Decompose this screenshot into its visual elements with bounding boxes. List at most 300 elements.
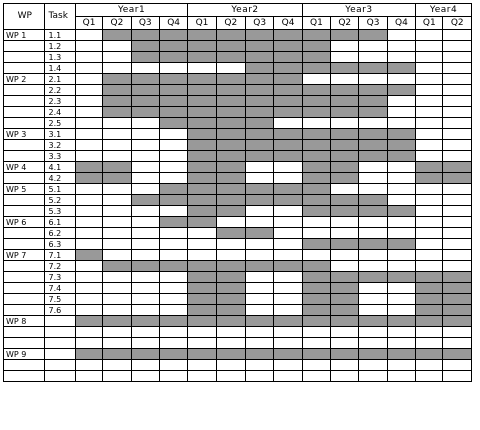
- schedule-cell-active: [246, 261, 274, 272]
- schedule-cell-active: [131, 316, 159, 327]
- schedule-cell-empty: [331, 184, 359, 195]
- schedule-cell-active: [302, 107, 330, 118]
- schedule-cell-active: [416, 305, 443, 316]
- schedule-cell-active: [246, 74, 274, 85]
- schedule-cell-empty: [387, 74, 415, 85]
- schedule-cell-empty: [443, 140, 472, 151]
- schedule-cell-active: [216, 30, 245, 41]
- schedule-cell-active: [188, 294, 216, 305]
- schedule-cell-active: [216, 195, 245, 206]
- schedule-cell-empty: [416, 184, 443, 195]
- schedule-cell-active: [216, 316, 245, 327]
- schedule-cell-active: [302, 272, 330, 283]
- schedule-cell-empty: [103, 327, 131, 338]
- schedule-cell-empty: [416, 118, 443, 129]
- schedule-cell-active: [274, 151, 302, 162]
- schedule-cell-active: [188, 261, 216, 272]
- schedule-cell-active: [159, 118, 187, 129]
- schedule-cell-active: [188, 283, 216, 294]
- schedule-cell-empty: [274, 228, 302, 239]
- task-label: 1.1: [44, 30, 75, 41]
- schedule-cell-empty: [416, 239, 443, 250]
- schedule-cell-active: [443, 349, 472, 360]
- schedule-cell-empty: [387, 195, 415, 206]
- work-package-label: [4, 140, 45, 151]
- schedule-cell-active: [274, 96, 302, 107]
- schedule-cell-empty: [159, 371, 187, 382]
- schedule-cell-empty: [103, 184, 131, 195]
- work-package-label: [4, 52, 45, 63]
- schedule-cell-active: [331, 349, 359, 360]
- schedule-cell-empty: [443, 30, 472, 41]
- task-label: 5.1: [44, 184, 75, 195]
- schedule-cell-empty: [246, 371, 274, 382]
- schedule-cell-active: [416, 349, 443, 360]
- schedule-cell-empty: [159, 283, 187, 294]
- schedule-cell-active: [302, 305, 330, 316]
- schedule-cell-active: [274, 316, 302, 327]
- schedule-cell-active: [103, 316, 131, 327]
- schedule-cell-active: [188, 85, 216, 96]
- schedule-cell-empty: [331, 338, 359, 349]
- schedule-cell-active: [246, 349, 274, 360]
- schedule-cell-active: [188, 217, 216, 228]
- schedule-cell-empty: [359, 261, 387, 272]
- schedule-cell-active: [188, 52, 216, 63]
- schedule-cell-empty: [75, 239, 102, 250]
- task-label: 2.5: [44, 118, 75, 129]
- schedule-cell-active: [103, 261, 131, 272]
- schedule-cell-active: [159, 41, 187, 52]
- schedule-cell-active: [216, 283, 245, 294]
- schedule-cell-active: [216, 74, 245, 85]
- work-package-label: [4, 272, 45, 283]
- schedule-cell-active: [216, 305, 245, 316]
- schedule-cell-empty: [75, 107, 102, 118]
- task-label: 1.4: [44, 63, 75, 74]
- schedule-cell-empty: [103, 294, 131, 305]
- schedule-cell-empty: [188, 63, 216, 74]
- schedule-cell-empty: [331, 118, 359, 129]
- schedule-cell-empty: [103, 283, 131, 294]
- schedule-cell-active: [274, 140, 302, 151]
- schedule-cell-active: [216, 228, 245, 239]
- schedule-cell-empty: [359, 305, 387, 316]
- schedule-cell-empty: [443, 338, 472, 349]
- schedule-cell-active: [246, 52, 274, 63]
- schedule-cell-empty: [103, 118, 131, 129]
- schedule-cell-active: [159, 107, 187, 118]
- schedule-cell-empty: [331, 74, 359, 85]
- schedule-cell-empty: [131, 360, 159, 371]
- task-label: [44, 338, 75, 349]
- schedule-cell-active: [443, 316, 472, 327]
- schedule-cell-active: [246, 228, 274, 239]
- schedule-cell-empty: [216, 239, 245, 250]
- schedule-cell-active: [246, 316, 274, 327]
- year-header: Year3: [302, 4, 415, 17]
- schedule-cell-active: [159, 52, 187, 63]
- schedule-cell-empty: [443, 129, 472, 140]
- schedule-cell-active: [246, 96, 274, 107]
- schedule-cell-active: [302, 41, 330, 52]
- schedule-cell-empty: [159, 294, 187, 305]
- schedule-cell-active: [216, 349, 245, 360]
- schedule-cell-empty: [387, 162, 415, 173]
- schedule-cell-active: [75, 316, 102, 327]
- work-package-label: [4, 107, 45, 118]
- task-row: [4, 327, 472, 338]
- schedule-cell-active: [331, 96, 359, 107]
- task-label: 4.1: [44, 162, 75, 173]
- task-label: 6.1: [44, 217, 75, 228]
- schedule-cell-active: [188, 41, 216, 52]
- quarter-header: Q4: [159, 17, 187, 30]
- schedule-cell-empty: [103, 206, 131, 217]
- schedule-cell-active: [159, 349, 187, 360]
- schedule-cell-empty: [246, 294, 274, 305]
- schedule-cell-active: [131, 85, 159, 96]
- schedule-cell-active: [387, 206, 415, 217]
- schedule-cell-active: [443, 173, 472, 184]
- schedule-cell-active: [387, 151, 415, 162]
- schedule-cell-active: [302, 316, 330, 327]
- schedule-cell-active: [331, 63, 359, 74]
- schedule-cell-active: [331, 206, 359, 217]
- schedule-cell-empty: [103, 41, 131, 52]
- task-label: [44, 360, 75, 371]
- schedule-cell-empty: [103, 228, 131, 239]
- task-label: 7.2: [44, 261, 75, 272]
- task-row: [4, 316, 472, 327]
- schedule-cell-active: [302, 151, 330, 162]
- schedule-cell-active: [274, 184, 302, 195]
- schedule-cell-active: [359, 272, 387, 283]
- schedule-cell-active: [216, 173, 245, 184]
- schedule-cell-active: [131, 74, 159, 85]
- schedule-cell-active: [274, 85, 302, 96]
- schedule-cell-empty: [188, 338, 216, 349]
- quarter-header: Q1: [75, 17, 102, 30]
- task-row: [4, 129, 472, 140]
- schedule-cell-empty: [159, 151, 187, 162]
- schedule-cell-empty: [359, 118, 387, 129]
- schedule-cell-empty: [443, 195, 472, 206]
- schedule-cell-empty: [331, 360, 359, 371]
- schedule-cell-empty: [387, 118, 415, 129]
- quarter-header: Q2: [103, 17, 131, 30]
- schedule-cell-empty: [274, 294, 302, 305]
- schedule-cell-empty: [246, 327, 274, 338]
- schedule-cell-active: [302, 63, 330, 74]
- work-package-label: WP 1: [4, 30, 45, 41]
- schedule-cell-empty: [416, 140, 443, 151]
- schedule-cell-empty: [387, 52, 415, 63]
- gantt-chart-table: [3, 3, 472, 382]
- task-row: [4, 217, 472, 228]
- schedule-cell-active: [302, 162, 330, 173]
- schedule-cell-empty: [131, 162, 159, 173]
- schedule-cell-active: [331, 272, 359, 283]
- schedule-cell-active: [359, 96, 387, 107]
- task-row: [4, 228, 472, 239]
- task-label: 5.3: [44, 206, 75, 217]
- schedule-cell-active: [387, 63, 415, 74]
- work-package-label: WP 9: [4, 349, 45, 360]
- task-row: [4, 96, 472, 107]
- task-row: [4, 371, 472, 382]
- schedule-cell-active: [188, 107, 216, 118]
- task-column-header: Task: [44, 4, 75, 30]
- schedule-cell-empty: [159, 250, 187, 261]
- schedule-cell-empty: [331, 52, 359, 63]
- schedule-cell-empty: [443, 360, 472, 371]
- task-label: 2.2: [44, 85, 75, 96]
- schedule-cell-empty: [216, 338, 245, 349]
- schedule-cell-empty: [131, 327, 159, 338]
- schedule-cell-active: [359, 206, 387, 217]
- schedule-cell-active: [188, 272, 216, 283]
- quarter-header: Q3: [131, 17, 159, 30]
- schedule-cell-active: [274, 261, 302, 272]
- schedule-cell-empty: [188, 360, 216, 371]
- schedule-cell-empty: [416, 41, 443, 52]
- schedule-cell-active: [159, 74, 187, 85]
- schedule-cell-empty: [331, 261, 359, 272]
- quarter-header: Q3: [359, 17, 387, 30]
- schedule-cell-active: [331, 173, 359, 184]
- work-package-label: [4, 151, 45, 162]
- schedule-cell-active: [387, 129, 415, 140]
- year-header: Year4: [416, 4, 472, 17]
- schedule-cell-empty: [246, 250, 274, 261]
- schedule-cell-empty: [246, 239, 274, 250]
- schedule-cell-active: [159, 217, 187, 228]
- schedule-cell-empty: [416, 151, 443, 162]
- schedule-cell-empty: [387, 305, 415, 316]
- schedule-cell-empty: [75, 140, 102, 151]
- schedule-cell-empty: [131, 206, 159, 217]
- task-label: 7.5: [44, 294, 75, 305]
- quarter-header: Q2: [331, 17, 359, 30]
- schedule-cell-empty: [416, 206, 443, 217]
- work-package-label: [4, 239, 45, 250]
- schedule-cell-empty: [75, 30, 102, 41]
- schedule-cell-empty: [387, 338, 415, 349]
- schedule-cell-empty: [359, 41, 387, 52]
- schedule-cell-empty: [359, 217, 387, 228]
- schedule-cell-active: [246, 63, 274, 74]
- schedule-cell-empty: [159, 228, 187, 239]
- schedule-cell-empty: [302, 327, 330, 338]
- task-row: [4, 63, 472, 74]
- schedule-cell-empty: [75, 85, 102, 96]
- schedule-cell-empty: [443, 52, 472, 63]
- schedule-cell-active: [246, 140, 274, 151]
- schedule-cell-empty: [103, 371, 131, 382]
- schedule-cell-empty: [75, 195, 102, 206]
- schedule-cell-empty: [159, 338, 187, 349]
- task-label: 2.4: [44, 107, 75, 118]
- schedule-cell-active: [331, 305, 359, 316]
- task-label: 7.4: [44, 283, 75, 294]
- schedule-cell-active: [188, 96, 216, 107]
- schedule-cell-active: [216, 52, 245, 63]
- schedule-cell-active: [188, 118, 216, 129]
- schedule-cell-active: [131, 96, 159, 107]
- schedule-cell-empty: [75, 360, 102, 371]
- work-package-label: WP 6: [4, 217, 45, 228]
- schedule-cell-active: [359, 30, 387, 41]
- schedule-cell-empty: [131, 305, 159, 316]
- schedule-cell-empty: [416, 129, 443, 140]
- schedule-cell-active: [131, 30, 159, 41]
- task-label: 7.6: [44, 305, 75, 316]
- schedule-cell-empty: [274, 305, 302, 316]
- schedule-cell-empty: [274, 173, 302, 184]
- schedule-cell-active: [416, 272, 443, 283]
- schedule-cell-empty: [159, 140, 187, 151]
- task-row: [4, 52, 472, 63]
- task-row: [4, 118, 472, 129]
- quarter-header: Q1: [302, 17, 330, 30]
- schedule-cell-empty: [443, 327, 472, 338]
- task-label: [44, 371, 75, 382]
- task-row: [4, 195, 472, 206]
- schedule-cell-empty: [274, 162, 302, 173]
- schedule-cell-empty: [159, 162, 187, 173]
- work-package-label: [4, 228, 45, 239]
- schedule-cell-empty: [387, 261, 415, 272]
- schedule-cell-empty: [387, 30, 415, 41]
- schedule-cell-empty: [75, 74, 102, 85]
- schedule-cell-empty: [159, 360, 187, 371]
- task-label: [44, 327, 75, 338]
- schedule-cell-active: [274, 63, 302, 74]
- schedule-cell-empty: [103, 250, 131, 261]
- schedule-cell-active: [216, 151, 245, 162]
- schedule-cell-active: [246, 85, 274, 96]
- schedule-cell-empty: [246, 338, 274, 349]
- work-package-label: [4, 294, 45, 305]
- schedule-cell-empty: [387, 217, 415, 228]
- schedule-cell-empty: [131, 217, 159, 228]
- task-row: [4, 162, 472, 173]
- schedule-cell-active: [188, 349, 216, 360]
- schedule-cell-empty: [75, 96, 102, 107]
- schedule-cell-active: [302, 239, 330, 250]
- schedule-cell-active: [359, 63, 387, 74]
- schedule-cell-empty: [387, 283, 415, 294]
- schedule-cell-empty: [416, 250, 443, 261]
- schedule-cell-active: [188, 151, 216, 162]
- schedule-cell-empty: [75, 184, 102, 195]
- schedule-cell-empty: [416, 96, 443, 107]
- schedule-cell-empty: [302, 228, 330, 239]
- schedule-cell-empty: [331, 217, 359, 228]
- schedule-cell-empty: [274, 206, 302, 217]
- schedule-cell-empty: [246, 173, 274, 184]
- schedule-cell-empty: [416, 371, 443, 382]
- schedule-cell-empty: [331, 228, 359, 239]
- schedule-cell-active: [302, 52, 330, 63]
- schedule-cell-active: [331, 129, 359, 140]
- schedule-cell-active: [159, 195, 187, 206]
- task-label: 2.1: [44, 74, 75, 85]
- quarter-header: Q3: [246, 17, 274, 30]
- schedule-cell-empty: [246, 305, 274, 316]
- schedule-cell-active: [246, 41, 274, 52]
- schedule-cell-empty: [443, 217, 472, 228]
- schedule-cell-active: [302, 140, 330, 151]
- schedule-cell-active: [103, 162, 131, 173]
- schedule-cell-empty: [103, 195, 131, 206]
- schedule-cell-active: [302, 173, 330, 184]
- schedule-cell-active: [103, 96, 131, 107]
- work-package-label: [4, 327, 45, 338]
- schedule-cell-active: [246, 129, 274, 140]
- schedule-cell-empty: [274, 327, 302, 338]
- schedule-cell-active: [331, 85, 359, 96]
- schedule-cell-active: [75, 173, 102, 184]
- schedule-cell-empty: [359, 283, 387, 294]
- quarter-header: Q1: [188, 17, 216, 30]
- schedule-cell-empty: [131, 151, 159, 162]
- schedule-cell-active: [188, 162, 216, 173]
- schedule-cell-empty: [359, 250, 387, 261]
- schedule-cell-empty: [359, 52, 387, 63]
- schedule-cell-empty: [159, 129, 187, 140]
- schedule-cell-active: [216, 129, 245, 140]
- schedule-cell-empty: [359, 162, 387, 173]
- schedule-cell-active: [216, 272, 245, 283]
- work-package-label: [4, 338, 45, 349]
- task-label: 1.3: [44, 52, 75, 63]
- schedule-cell-empty: [416, 74, 443, 85]
- year-header: Year2: [188, 4, 302, 17]
- schedule-cell-active: [216, 85, 245, 96]
- schedule-cell-empty: [443, 371, 472, 382]
- work-package-label: [4, 173, 45, 184]
- schedule-cell-active: [216, 294, 245, 305]
- work-package-label: WP 7: [4, 250, 45, 261]
- schedule-cell-empty: [75, 338, 102, 349]
- schedule-cell-active: [359, 140, 387, 151]
- schedule-cell-active: [274, 195, 302, 206]
- schedule-cell-empty: [443, 151, 472, 162]
- schedule-cell-active: [216, 41, 245, 52]
- task-row: [4, 338, 472, 349]
- task-row: [4, 151, 472, 162]
- schedule-cell-active: [103, 85, 131, 96]
- schedule-cell-empty: [159, 272, 187, 283]
- schedule-cell-active: [359, 151, 387, 162]
- schedule-cell-empty: [103, 63, 131, 74]
- work-package-label: [4, 118, 45, 129]
- schedule-cell-empty: [131, 283, 159, 294]
- task-row: [4, 206, 472, 217]
- schedule-cell-empty: [75, 41, 102, 52]
- schedule-cell-active: [302, 184, 330, 195]
- schedule-cell-empty: [387, 107, 415, 118]
- schedule-cell-empty: [443, 96, 472, 107]
- schedule-cell-active: [216, 96, 245, 107]
- schedule-cell-active: [302, 261, 330, 272]
- schedule-cell-active: [331, 151, 359, 162]
- schedule-cell-active: [131, 195, 159, 206]
- schedule-cell-active: [274, 41, 302, 52]
- schedule-cell-empty: [131, 63, 159, 74]
